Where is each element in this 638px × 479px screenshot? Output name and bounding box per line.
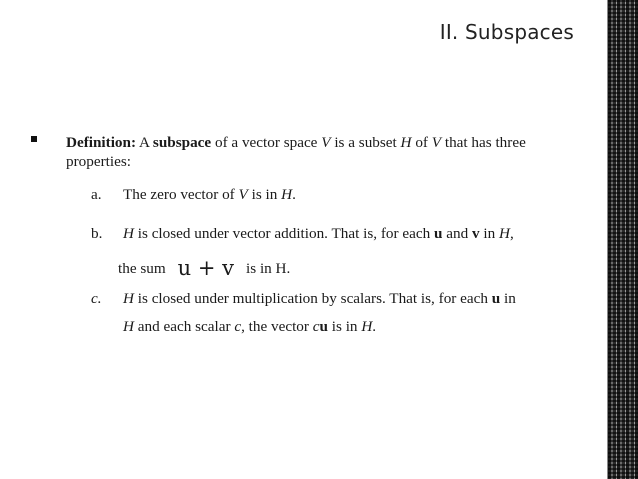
item-a-text	[123, 186, 296, 204]
item-b-line2	[118, 256, 290, 280]
definition-term: subspace	[152, 134, 212, 151]
item-text: in	[479, 225, 499, 242]
symbol-h: H	[400, 134, 412, 151]
item-b-letter: b.	[91, 225, 103, 242]
symbol-v: V	[321, 134, 331, 151]
symbol-v: V	[431, 134, 442, 151]
item-text: The zero vector of	[123, 186, 239, 203]
sum-formula: u + v	[177, 256, 235, 280]
item-text: is in H.	[246, 260, 291, 277]
definition-text: of	[411, 134, 432, 151]
item-text: is closed under multiplication by scalars. That is, for each	[133, 290, 492, 307]
symbol-h: H	[281, 186, 293, 203]
item-c-letter	[91, 290, 102, 308]
item-text: .	[372, 318, 377, 335]
item-text: , the vector	[241, 318, 313, 335]
item-text: is in	[247, 186, 282, 203]
item-c-line2	[123, 318, 376, 336]
item-c-text	[123, 290, 593, 308]
item-text: and each scalar	[133, 318, 235, 335]
item-text: the sum	[118, 260, 166, 277]
symbol-u: u	[319, 318, 328, 335]
definition-text: is a subset	[330, 134, 401, 151]
item-text: and	[442, 225, 472, 242]
symbol-u: u	[491, 290, 501, 307]
definition-lead: Definition:	[66, 134, 137, 151]
definition-text: that has three properties:	[66, 134, 526, 170]
definition-text: of a vector space	[211, 134, 322, 151]
item-text: is closed under vector addition. That is, for each	[133, 225, 434, 242]
symbol-u: u	[433, 225, 443, 242]
item-text: ,	[509, 225, 514, 242]
symbol-c: c	[234, 318, 242, 335]
symbol-h: H	[123, 290, 134, 307]
symbol-h: H	[123, 225, 134, 242]
item-text: is in	[327, 318, 362, 335]
square-bullet-icon	[31, 136, 37, 142]
definition-paragraph	[66, 133, 586, 171]
decorative-border	[607, 0, 638, 479]
item-b-text	[123, 225, 593, 243]
slide-title: II. Subspaces	[439, 20, 574, 44]
item-text: .	[292, 186, 296, 203]
symbol-c: c	[312, 318, 320, 335]
symbol-v-bold: v	[471, 225, 480, 242]
symbol-h: H	[498, 225, 510, 242]
symbol-h: H	[123, 318, 134, 335]
symbol-h: H	[361, 318, 373, 335]
definition-text: A	[136, 134, 153, 151]
symbol-v: V	[238, 186, 248, 203]
item-c-letter-text: c.	[91, 290, 102, 307]
item-text: in	[500, 290, 516, 307]
item-a-letter: a.	[91, 186, 102, 203]
